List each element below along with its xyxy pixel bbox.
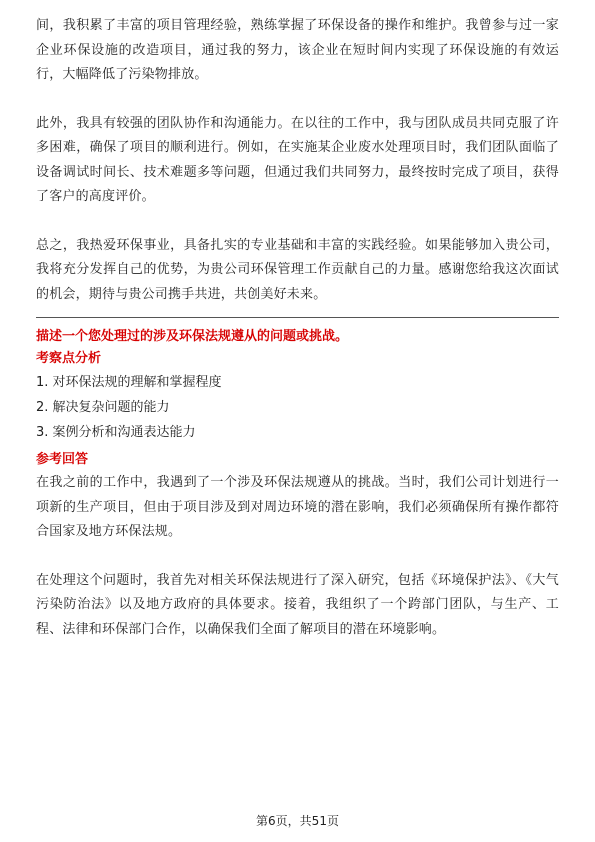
paragraph-gap xyxy=(36,545,559,569)
document-page xyxy=(36,14,559,642)
answer-paragraph-1: 在我之前的工作中，我遇到了一个涉及环保法规遵从的挑战。当时，我们公司计划进行一项新的生产项目，但由于项目涉及到对周边环境的潜在影响，我们必须确保所有操作都符合国家及地方环保法规。 xyxy=(36,475,559,539)
intro-paragraph-3: 总之，我热爱环保事业，具备扎实的专业基础和丰富的实践经验。如果能够加入贵公司，我将充分发挥自己的优势，为贵公司环保管理工作贡献自己的力量。感谢您给我这次面试的机会，期待与贵公司携手共进，共创美好未来。 xyxy=(36,237,559,302)
intro-paragraph-1: 间，我积累了丰富的项目管理经验，熟练掌握了环保设备的操作和维护。我曾参与过一家企业环保设施的改造项目，通过我的努力，该企业在短时间内实现了环保设施的有效运行，大幅降低了污染物排放。 xyxy=(36,18,559,82)
page-number: 第6页，共51页 xyxy=(256,814,339,828)
analysis-heading: 考察点分析 xyxy=(36,351,102,366)
list-item: 2. 解决复杂问题的能力 xyxy=(36,400,170,415)
question-title: 描述一个您处理过的涉及环保法规遵从的问题或挑战。 xyxy=(36,329,349,344)
paragraph-gap xyxy=(36,88,559,112)
list-item: 1. 对环保法规的理解和掌握程度 xyxy=(36,375,222,390)
answer-paragraph-2: 在处理这个问题时，我首先对相关环保法规进行了深入研究，包括《环境保护法》、《大气污染防治法》以及地方政府的具体要求。接着，我组织了一个跨部门团队，与生产、工程、法律和环保部门合作，以确保我们全面了解项目的潜在环境影响。 xyxy=(36,572,559,637)
intro-paragraph-2: 此外，我具有较强的团队协作和沟通能力。在以往的工作中，我与团队成员共同克服了许多困难，确保了项目的顺利进行。例如，在实施某企业废水处理项目时，我们团队面临了设备调试时间长、技术难题多等问题，但通过我们共同努力，最终按时完成了项目，获得了客户的高度评价。 xyxy=(36,115,559,204)
section-divider xyxy=(36,317,559,318)
analysis-list xyxy=(36,370,559,445)
answer-heading: 参考回答 xyxy=(36,452,89,467)
list-item: 3. 案例分析和沟通表达能力 xyxy=(36,425,196,440)
paragraph-gap xyxy=(36,210,559,234)
